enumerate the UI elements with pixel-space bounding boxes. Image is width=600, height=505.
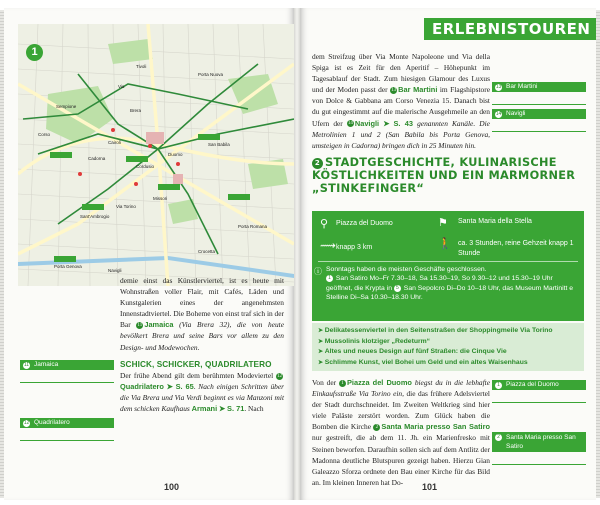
- ref-number: 14: [347, 121, 353, 127]
- finish-flag-icon: ⚑: [438, 217, 448, 229]
- map-label: Tivoli: [136, 64, 147, 69]
- ref-number: 11: [137, 323, 143, 329]
- divider: [20, 440, 114, 441]
- paragraph: im Flagshipstore von Dolce & Gabbana am Corso Venezia 15. Danach bist du gut eingestimmt auf die malerische Ausgehmeile an den Ufern der: [312, 85, 490, 128]
- margin-note: [492, 380, 586, 390]
- page-number: 100: [164, 482, 180, 492]
- highlight-item: ➤ Delikatessenviertel in den Seitenstraßen der Shoppingmeile Via Torino: [318, 326, 578, 337]
- ref-number: 2: [495, 434, 502, 441]
- highlight-item: ➤ Schlimme Kunst, viel Bohei um Geld und ein altes Waisenhaus: [318, 358, 578, 369]
- margin-note: [492, 432, 586, 452]
- map-label: Porta Nuova: [198, 72, 224, 77]
- map-label: Sant'Ambrogio: [80, 214, 110, 219]
- map-label: Brera: [130, 108, 142, 113]
- highlight-item: ➤ Altes und neues Design auf fünf Straßen: die Cinque Vie: [318, 347, 578, 358]
- map-label: Cairoli: [108, 140, 121, 145]
- walking-icon: 🚶: [438, 238, 452, 250]
- margin-note: [20, 418, 114, 428]
- ref-number: 11: [23, 361, 30, 368]
- ref-number: 12: [277, 373, 282, 379]
- ref-number: 13: [495, 83, 502, 90]
- ref-link[interactable]: Santa Maria presso San Satiro: [381, 422, 490, 432]
- city-map: [18, 24, 294, 286]
- divider: [492, 131, 586, 132]
- tour-info-box: [312, 211, 584, 321]
- paragraph: nur gestreift, die ab dem 11. Jh. ein Marienfresko mit Steinen beworfen. Daraufhin sollen sich auf dem Antlitz der Madonna deutliche Blutspuren gezeigt haben. Hierzu Gian Galeazzo Sforza ordnete den Bau einer Kirche für das Bild an. Im kleinen Inneren hat Do-: [312, 433, 490, 487]
- margin-note: [492, 109, 586, 119]
- paragraph: dem Streifzug über Via Monte Napoleone und Via della Spiga ist es Zeit für den Aperitif – Höhepunkt im Tagesablauf der Stadt. Zum hiesigen Glamour des Luxus und der Moden passt der: [312, 52, 490, 95]
- map-label: Via: [118, 84, 125, 89]
- info-line: [326, 274, 578, 302]
- tour-distance: knapp 3 km: [336, 244, 373, 251]
- map-graphic: [18, 24, 294, 286]
- paragraph: Von der: [312, 378, 337, 387]
- margin-note-label: Piazza del Duomo: [506, 381, 559, 388]
- map-label: San Babila: [208, 142, 230, 147]
- right-page: [300, 8, 596, 500]
- info-text: San Satiro Mo–Fr 7.30–18, Sa 15.30–19, So 9.30–12 und 15.30–19 Uhr geöffnet, die Krypta in: [326, 275, 553, 292]
- tour-duration: ca. 3 Stunden, reine Gehzeit knapp 1 Stunde: [458, 240, 574, 257]
- divider: [492, 464, 586, 465]
- ref-link[interactable]: Jamaica: [144, 320, 174, 330]
- highlight-item: ➤ Mussolinis klotziger „Redeturm“: [318, 337, 578, 348]
- ref-link[interactable]: Quadrilatero: [120, 381, 164, 391]
- map-tour-badge: 1: [26, 44, 43, 61]
- tour-title: [312, 156, 582, 195]
- divider: [318, 261, 578, 262]
- divider: [492, 104, 586, 105]
- page-edge-right: [596, 10, 600, 498]
- margin-note-label: Santa Maria presso San Satiro: [506, 434, 576, 450]
- map-label: Sempione: [56, 104, 77, 109]
- map-label: Cordusio: [136, 164, 155, 169]
- paragraph: biegst du in die lebhafte Einkaufsstraße Via Torino ein,: [312, 378, 490, 399]
- ref-number: 12: [23, 419, 30, 426]
- page-ref[interactable]: S. 65: [175, 381, 194, 391]
- info-text: San Sepolcro Di–Do 10–18 Uhr, das Museum Martinitt e Stelline Di–Sa 10.30–18.30 Uhr.: [326, 284, 574, 302]
- margin-note: [492, 82, 586, 92]
- paragraph: die das frühere Adelsviertel der Stadt durchschneidet. Im Zweiten Weltkrieg sind hier viele Paläste zerstört worden. Zum Glück haben die Bomben die Kirche: [312, 389, 490, 432]
- map-label: Corso: [38, 132, 51, 137]
- map-label: Via Torino: [116, 204, 136, 209]
- map-label: Duomo: [168, 152, 183, 157]
- map-label: Cadorna: [88, 156, 106, 161]
- map-label: Porta Romana: [238, 224, 268, 229]
- page-ref[interactable]: S. 71: [227, 404, 245, 414]
- paragraph: Nach einigen Schritten über die Via Brera und Via Verdi beginnt es via Manzoni mit dem schicken Kaufhaus: [120, 381, 284, 414]
- paragraph: (San Babila bis Porta Genova, umsteigen in Cadorna) bringen dich in 25 Minuten hin.: [312, 129, 490, 150]
- section-heading: SCHICK, SCHICKER, QUADRILATERO: [120, 359, 272, 369]
- tour-info-text: [326, 265, 578, 303]
- paragraph: Der frühe Abend gilt dem berühmten Modeviertel: [120, 370, 274, 380]
- ref-link[interactable]: Bar Martini: [398, 85, 438, 95]
- ref-number: 13: [391, 88, 397, 94]
- section-header: ERLEBNISTOUREN: [424, 18, 596, 40]
- divider: [492, 402, 586, 403]
- map-label: Crocetta: [198, 249, 216, 254]
- margin-note-label: Bar Martini: [506, 83, 538, 90]
- divider: [20, 382, 114, 383]
- tour-number: 2: [312, 158, 323, 169]
- ref-number: 14: [495, 110, 502, 117]
- paragraph: Nach: [248, 404, 264, 414]
- paragraph: genannten Kanäle. Die Metrolinien 1 und 2: [312, 118, 490, 139]
- location-pin-icon: ⚲: [320, 218, 329, 230]
- map-label: Missori: [153, 196, 168, 201]
- tour-end: Santa Maria della Stella: [458, 218, 532, 225]
- margin-note-label: Quadrilatero: [34, 419, 70, 426]
- ref-number: 1: [326, 275, 333, 282]
- page-number: 101: [422, 482, 438, 492]
- map-label: Porta Genova: [54, 264, 82, 269]
- right-body-text: dem Streifzug über Via Monte Napoleone und Via della Spiga ist es Zeit für den Aperitif – Höhepunkt im Tagesablauf der Stadt. Zum hiesigen Glamour des Luxus und der Moden passt der 13 Bar Martini im Flagshipstore von Dolce & Gabbana am Corso Venezia 15. Danach bist du gut eingestimmt auf die malerische Ausgehmeile an den Ufern der 14 Navigli ➤ S. 43 genannten Kanäle. Die Metrolinien 1 und 2 (San Babila bis Porta Genova, umsteigen in Cadorna) bringen dich in 25 Minuten hin.: [312, 52, 490, 150]
- route-icon: ⟿: [320, 240, 336, 252]
- ref-number: 1: [495, 382, 502, 389]
- margin-note-label: Navigli: [506, 110, 526, 117]
- ref-number: 1: [339, 380, 346, 387]
- ref-number: 5: [394, 285, 401, 292]
- left-page: [4, 8, 294, 500]
- paragraph: (Via Brera 32), die von heute bevölkert Brera und seine Bars vor allem zu den Design- und Modewochen.: [120, 320, 284, 352]
- map-label: Navigli: [108, 268, 122, 273]
- info-line: Sonntags haben die meisten Geschäfte geschlossen.: [326, 266, 487, 273]
- paragraph: demie einst das Künstlerviertel, ist es heute mit Wohnstraßen voller Flair, mit Cafés, Läden und Kunstgalerien eines der angenehmsten Innenstadtviertel. Die Boheme von einst traf sich in der Bar: [120, 276, 284, 330]
- ref-link[interactable]: Armani: [191, 404, 218, 414]
- tour-title-text: STADTGESCHICHTE, KULINARISCHE KÖSTLICHKEITEN UND EIN MARMORNER „STINKEFINGER“: [312, 156, 576, 195]
- left-body-text: demie einst das Künstlerviertel, ist es heute mit Wohnstraßen voller Flair, mit Cafés, Läden und Kunstgalerien eines der angenehmsten Innenstadtviertel. Die Boheme von einst traf sich in der Bar 11 Jamaica (Via Brera 32), die von heute bevölkert Brera und seine Bars vor allem zu den Design- und Modewochen. SCHICK, SCHICKER, QUADRILATERO Der frühe Abend gilt dem berühmten Modeviertel 12Quadrilatero ➤ S. 65. Nach einigen Schritten über die Via Brera und Via Verdi beginnt es via Manzoni mit dem schicken Kaufhaus Armani ➤ S. 71. Nach: [120, 276, 284, 414]
- page-ref[interactable]: S. 43: [393, 118, 414, 128]
- info-icon: ⓘ: [314, 267, 322, 276]
- ref-number: 2: [373, 424, 380, 431]
- tour-start: Piazza del Duomo: [336, 220, 393, 227]
- ref-link[interactable]: Navigli: [354, 118, 380, 128]
- margin-note: [20, 360, 114, 370]
- tour-highlights: [312, 323, 584, 371]
- margin-note-label: Jamaica: [34, 361, 59, 368]
- ref-link[interactable]: Piazza del Duomo: [347, 378, 412, 387]
- right-body-text-2: [312, 377, 490, 488]
